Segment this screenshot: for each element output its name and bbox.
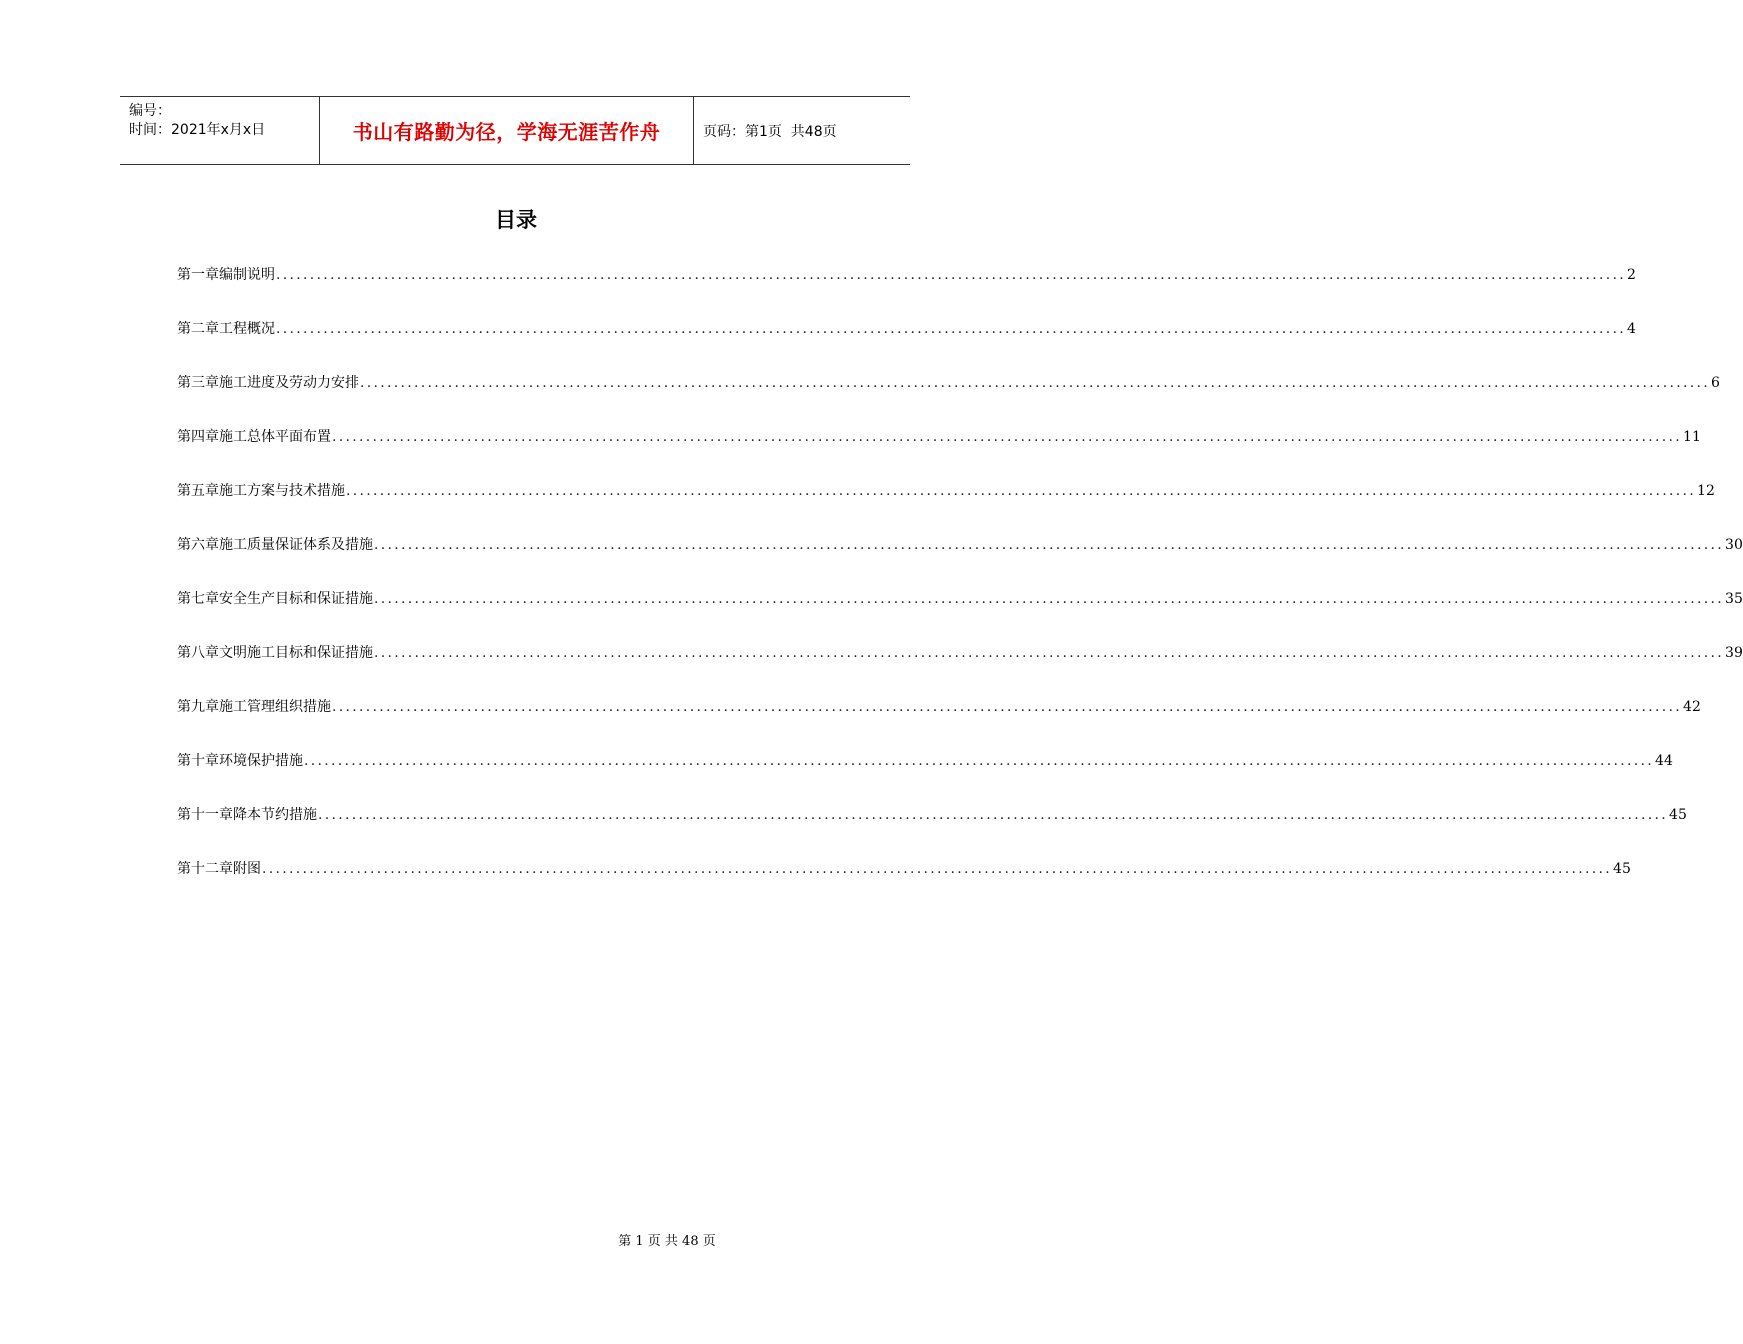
toc-entry[interactable]: [177, 534, 1743, 588]
toc-chapter-number: 第一章: [177, 267, 219, 283]
toc-chapter-title: 施工管理组织措施: [219, 699, 331, 715]
toc-chapter-number: 第三章: [177, 375, 219, 391]
toc-dot-leader: ........................................................................................................................................................................................................: [346, 483, 1697, 499]
toc-entry[interactable]: [177, 804, 1687, 858]
toc-entry[interactable]: [177, 318, 1636, 372]
toc-title: 目录: [495, 208, 537, 232]
toc-page-number: 45: [1613, 861, 1631, 877]
toc-entry[interactable]: [177, 372, 1720, 426]
header-motto-cell: [320, 97, 694, 164]
toc-entry[interactable]: [177, 264, 1636, 318]
toc-dot-leader: ........................................................................................................................................................................................................: [276, 321, 1627, 337]
toc-chapter-title: 施工质量保证体系及措施: [219, 537, 373, 553]
toc-chapter-title: 施工总体平面布置: [219, 429, 331, 445]
toc-page-number: 4: [1627, 321, 1636, 337]
toc-chapter-number: 第十章: [177, 753, 219, 769]
page-label: 页码：第1页 共48页: [703, 123, 837, 140]
toc-dot-leader: ........................................................................................................................................................................................................: [318, 807, 1669, 823]
toc-chapter-number: 第十一章: [177, 807, 233, 823]
header-page-cell: [694, 97, 910, 164]
toc-chapter-title: 降本节约措施: [233, 807, 317, 823]
toc-page-number: 35: [1725, 591, 1743, 607]
toc-chapter-title: 附图: [233, 861, 261, 877]
toc-entry[interactable]: [177, 696, 1701, 750]
toc-chapter-title: 工程概况: [219, 321, 275, 337]
toc-dot-leader: ........................................................................................................................................................................................................: [262, 861, 1613, 877]
toc-page-number: 44: [1655, 753, 1673, 769]
toc-chapter-number: 第七章: [177, 591, 219, 607]
toc-chapter-title: 编制说明: [219, 267, 275, 283]
toc-entry[interactable]: [177, 858, 1631, 912]
toc-chapter-number: 第八章: [177, 645, 219, 661]
toc-chapter-number: 第九章: [177, 699, 219, 715]
toc-page-number: 30: [1725, 537, 1743, 553]
document-header: [120, 96, 910, 165]
toc-chapter-number: 第五章: [177, 483, 219, 499]
toc-page-number: 42: [1683, 699, 1701, 715]
toc-dot-leader: ........................................................................................................................................................................................................: [332, 699, 1683, 715]
toc-entry[interactable]: [177, 750, 1673, 804]
toc-dot-leader: ........................................................................................................................................................................................................: [374, 645, 1725, 661]
motto-text: 书山有路勤为径，学海无涯苦作舟: [352, 120, 661, 144]
toc-chapter-number: 第六章: [177, 537, 219, 553]
toc-chapter-title: 施工进度及劳动力安排: [219, 375, 359, 391]
toc-page-number: 12: [1697, 483, 1715, 499]
toc-page-number: 2: [1627, 267, 1636, 283]
toc-chapter-title: 施工方案与技术措施: [219, 483, 345, 499]
toc-dot-leader: ........................................................................................................................................................................................................: [304, 753, 1655, 769]
toc-chapter-number: 第十二章: [177, 861, 233, 877]
toc-page-number: 11: [1683, 429, 1701, 445]
toc-chapter-title: 文明施工目标和保证措施: [219, 645, 373, 661]
table-of-contents: [177, 264, 1743, 912]
toc-dot-leader: ........................................................................................................................................................................................................: [276, 267, 1627, 283]
time-label: 时间：2021年x月x日: [129, 122, 266, 138]
number-label: 编号：: [129, 103, 171, 119]
toc-dot-leader: ........................................................................................................................................................................................................: [374, 591, 1725, 607]
toc-dot-leader: ........................................................................................................................................................................................................: [332, 429, 1683, 445]
toc-entry[interactable]: [177, 588, 1743, 642]
toc-chapter-number: 第四章: [177, 429, 219, 445]
header-meta-cell: [120, 97, 320, 164]
toc-page-number: 45: [1669, 807, 1687, 823]
toc-dot-leader: ........................................................................................................................................................................................................: [374, 537, 1725, 553]
toc-entry[interactable]: [177, 426, 1701, 480]
toc-chapter-title: 安全生产目标和保证措施: [219, 591, 373, 607]
toc-entry[interactable]: [177, 480, 1715, 534]
toc-dot-leader: ........................................................................................................................................................................................................: [360, 375, 1711, 391]
toc-page-number: 6: [1711, 375, 1720, 391]
toc-chapter-number: 第二章: [177, 321, 219, 337]
page-footer: 第 1 页 共 48 页: [618, 1234, 716, 1249]
toc-chapter-title: 环境保护措施: [219, 753, 303, 769]
toc-entry[interactable]: [177, 642, 1743, 696]
toc-page-number: 39: [1725, 645, 1743, 661]
